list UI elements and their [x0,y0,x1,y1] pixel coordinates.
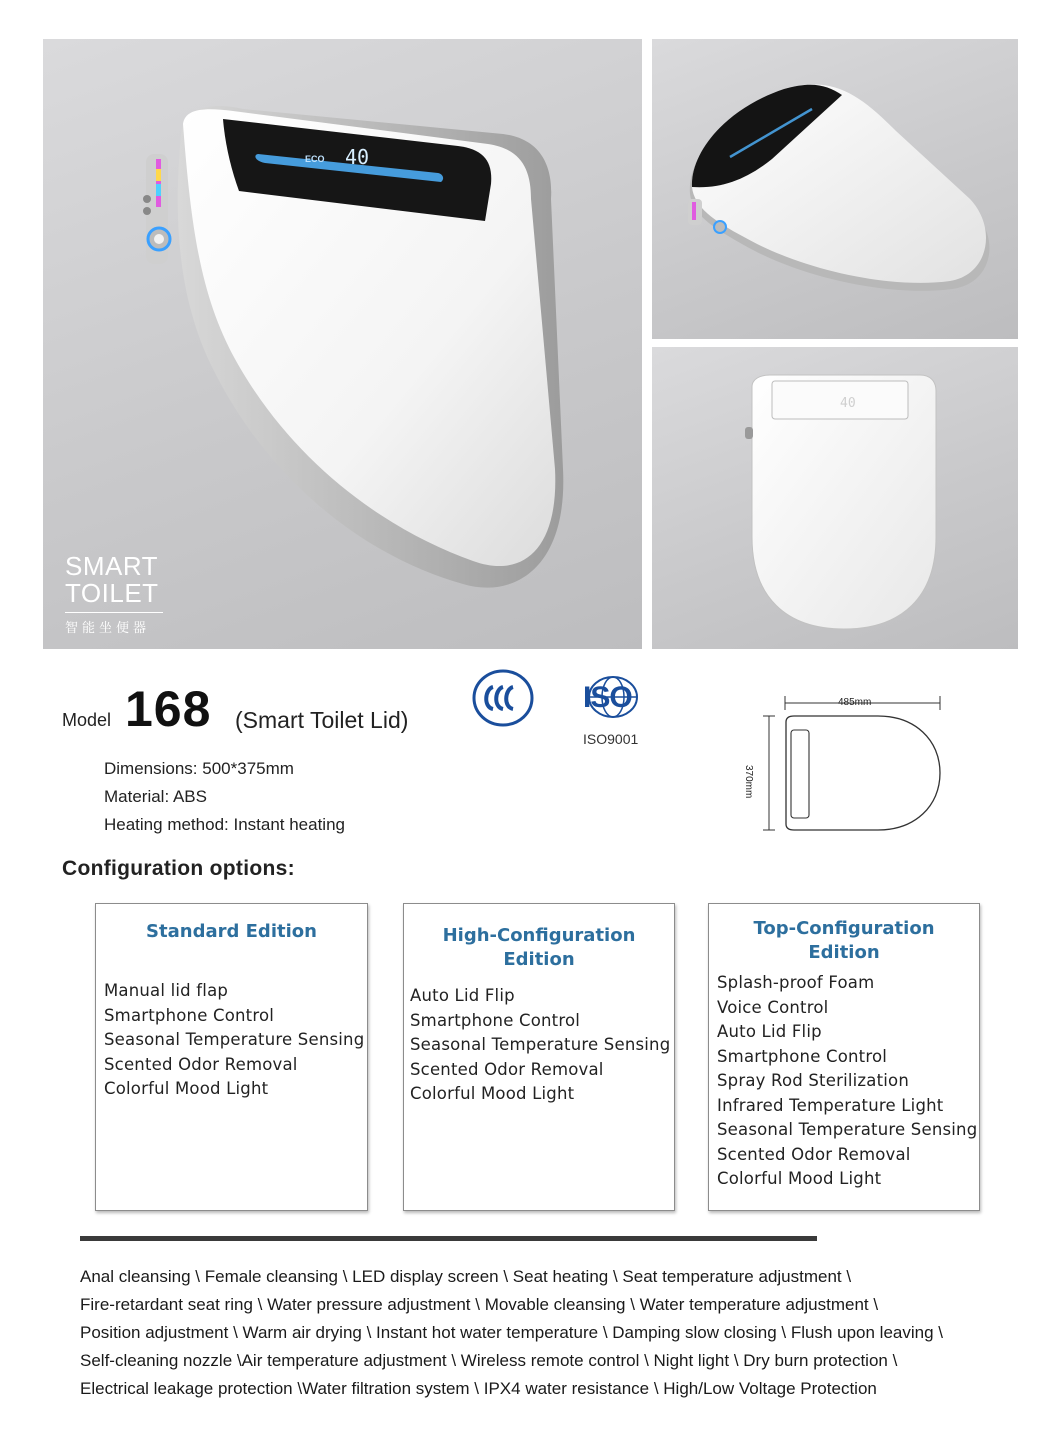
edition-title [404,924,674,972]
brand-line-smart: SMART [65,551,159,581]
model-label: Model [62,710,112,730]
toilet-lid-top-illustration [652,347,1018,649]
edition-title [709,917,979,965]
edition-card-high [403,903,675,1211]
iso-label: ISO9001 [583,731,639,747]
display-eco-text: ECO [305,154,325,164]
edition-feature-list [410,984,670,1107]
edition-feature: Scented Odor Removal [717,1144,911,1164]
edition-feature: Scented Odor Removal [410,1059,604,1079]
edition-card-top [708,903,980,1211]
edition-feature: Colorful Mood Light [410,1084,575,1103]
feature-line: Electrical leakage protection \Water filtration system \ IPX4 water resistance \ High/Low Voltage Protection [80,1379,877,1398]
feature-line: Anal cleansing \ Female cleansing \ LED display screen \ Seat heating \ Seat temperature adjustment \ [80,1267,852,1286]
edition-feature: Infrared Temperature Light [717,1095,944,1115]
product-photo-angled [652,39,1018,339]
edition-feature-list [717,971,977,1192]
edition-feature: Auto Lid Flip [717,1022,822,1041]
feature-line: Fire-retardant seat ring \ Water pressure adjustment \ Movable cleansing \ Water temperature adjustment \ [80,1295,879,1314]
edition-feature: Manual lid flap [104,981,229,1000]
edition-feature: Seasonal Temperature Sensing [104,1030,365,1049]
iso-logo [582,675,644,730]
edition-title [96,920,367,944]
dimension-height-label: 370mm [743,765,754,799]
spec-heating: Heating method: Instant heating [104,815,345,834]
brand-block [65,553,163,636]
dimension-diagram [760,690,950,840]
model-number: 168 [125,681,212,737]
feature-line: Self-cleaning nozzle \Air temperature adjustment \ Wireless remote control \ Night light \ Dry burn protection \ [80,1351,898,1370]
product-photo-main [43,39,642,649]
edition-title-line: Top-Configuration [753,918,935,939]
edition-feature: Smartphone Control [410,1010,581,1030]
edition-title-line: Edition [503,949,575,970]
ccc-mark-icon [471,669,535,729]
edition-feature: Smartphone Control [717,1046,888,1066]
display-temperature: 40 [345,145,370,169]
edition-feature: Seasonal Temperature Sensing [717,1120,978,1139]
edition-title-line: High-Configuration [442,925,636,946]
edition-feature: Colorful Mood Light [717,1169,882,1188]
edition-feature: Splash-proof Foam [717,973,875,992]
dimension-width-label: 485mm [838,697,872,708]
feature-summary-list [80,1263,943,1403]
brand-chinese: 智能坐便器 [65,621,151,636]
iso-logo-text: ISO [583,681,632,714]
spec-dimensions: Dimensions: 500*375mm [104,759,294,778]
edition-feature: Voice Control [717,997,829,1017]
model-heading [62,680,462,740]
model-description: (Smart Toilet Lid) [235,707,409,733]
edition-feature: Auto Lid Flip [410,986,515,1005]
edition-title-line: Standard Edition [146,921,317,942]
brand-rule [65,612,163,613]
edition-feature: Colorful Mood Light [104,1079,269,1098]
product-photo-top [652,347,1018,649]
toilet-lid-angled-illustration [652,39,1018,339]
config-section-title: Configuration options: [62,857,295,880]
edition-title-line: Edition [808,942,880,963]
edition-feature-list [104,979,364,1102]
brand-line-toilet: TOILET [65,578,159,608]
edition-card-standard [95,903,368,1211]
edition-feature: Scented Odor Removal [104,1054,298,1074]
section-divider [80,1236,817,1241]
feature-line: Position adjustment \ Warm air drying \ Instant hot water temperature \ Damping slow closing \ Flush upon leaving \ [80,1323,943,1342]
edition-feature: Smartphone Control [104,1005,275,1025]
edition-feature: Seasonal Temperature Sensing [410,1035,671,1054]
edition-feature: Spray Rod Sterilization [717,1071,909,1090]
spec-material: Material: ABS [104,787,207,806]
svg-text:40: 40 [840,396,856,411]
